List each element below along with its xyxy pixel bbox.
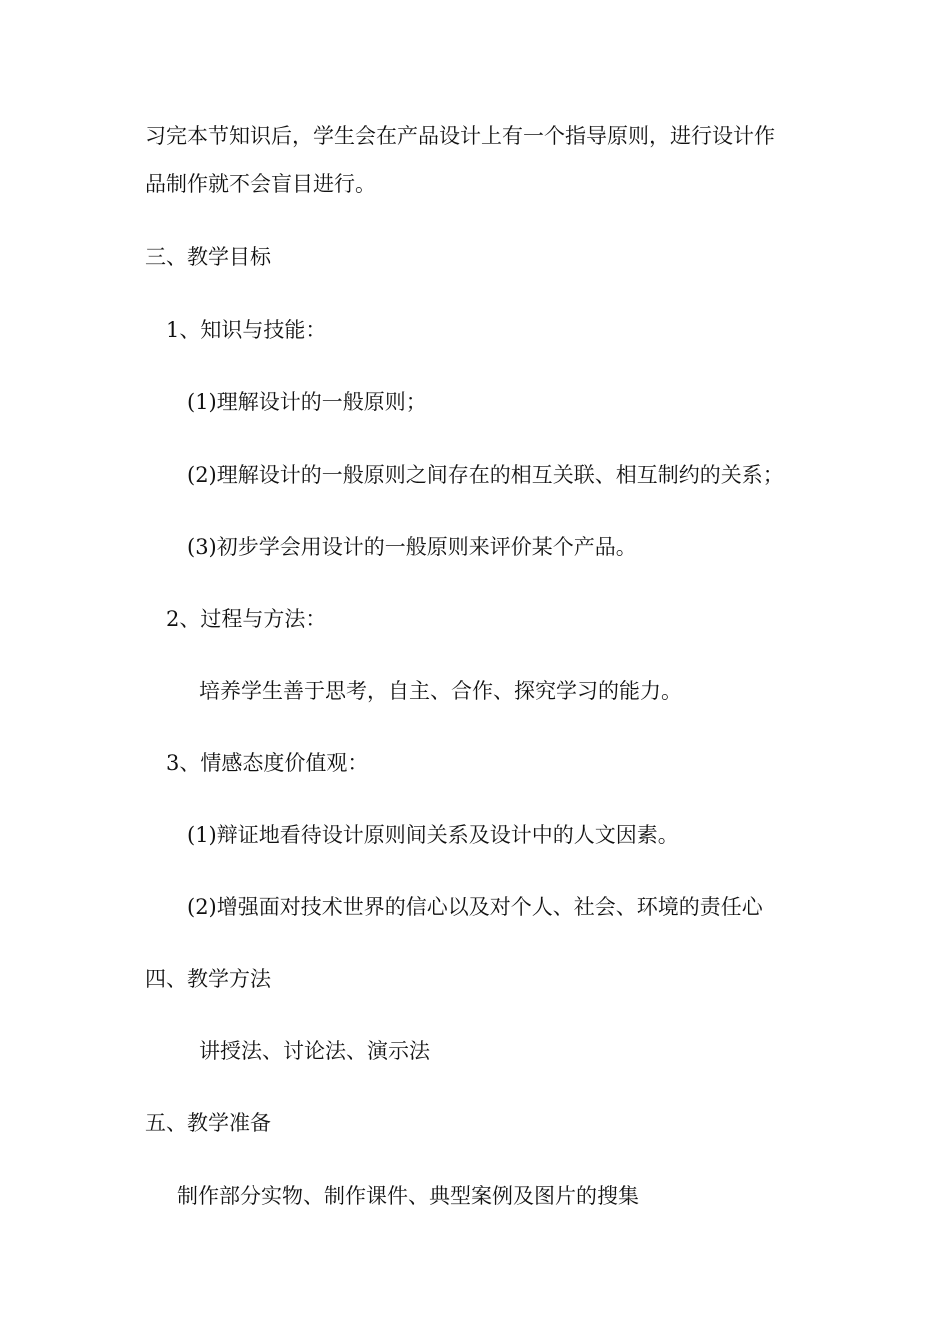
paragraph-continuation-line-end: 品制作就不会盲目进行。 — [145, 172, 376, 196]
subheading-knowledge-skills: 1、知识与技能： — [166, 318, 327, 342]
list-item-knowledge-1: (1)理解设计的一般原则； — [187, 390, 427, 414]
subheading-process-methods: 2、过程与方法： — [166, 607, 327, 631]
teaching-methods-text: 讲授法、讨论法、演示法 — [199, 1039, 430, 1063]
paragraph-continuation-line: 习完本节知识后，学生会在产品设计上有一个指导原则，进行设计作 — [145, 124, 775, 148]
list-item-attitude-1: (1)辩证地看待设计原则间关系及设计中的人文因素。 — [187, 823, 679, 847]
subheading-attitude-values: 3、情感态度价值观： — [166, 751, 369, 775]
section-heading-teaching-goals: 三、教学目标 — [145, 245, 271, 269]
teaching-preparation-text: 制作部分实物、制作课件、典型案例及图片的搜集 — [177, 1184, 639, 1208]
list-item-attitude-2: (2)增强面对技术世界的信心以及对个人、社会、环境的责任心 — [187, 895, 763, 919]
section-heading-teaching-methods: 四、教学方法 — [145, 967, 271, 991]
process-methods-text: 培养学生善于思考，自主、合作、探究学习的能力。 — [199, 679, 682, 703]
list-item-knowledge-3: (3)初步学会用设计的一般原则来评价某个产品。 — [187, 535, 637, 559]
section-heading-teaching-preparation: 五、教学准备 — [145, 1111, 271, 1135]
list-item-knowledge-2: (2)理解设计的一般原则之间存在的相互关联、相互制约的关系； — [187, 463, 784, 487]
